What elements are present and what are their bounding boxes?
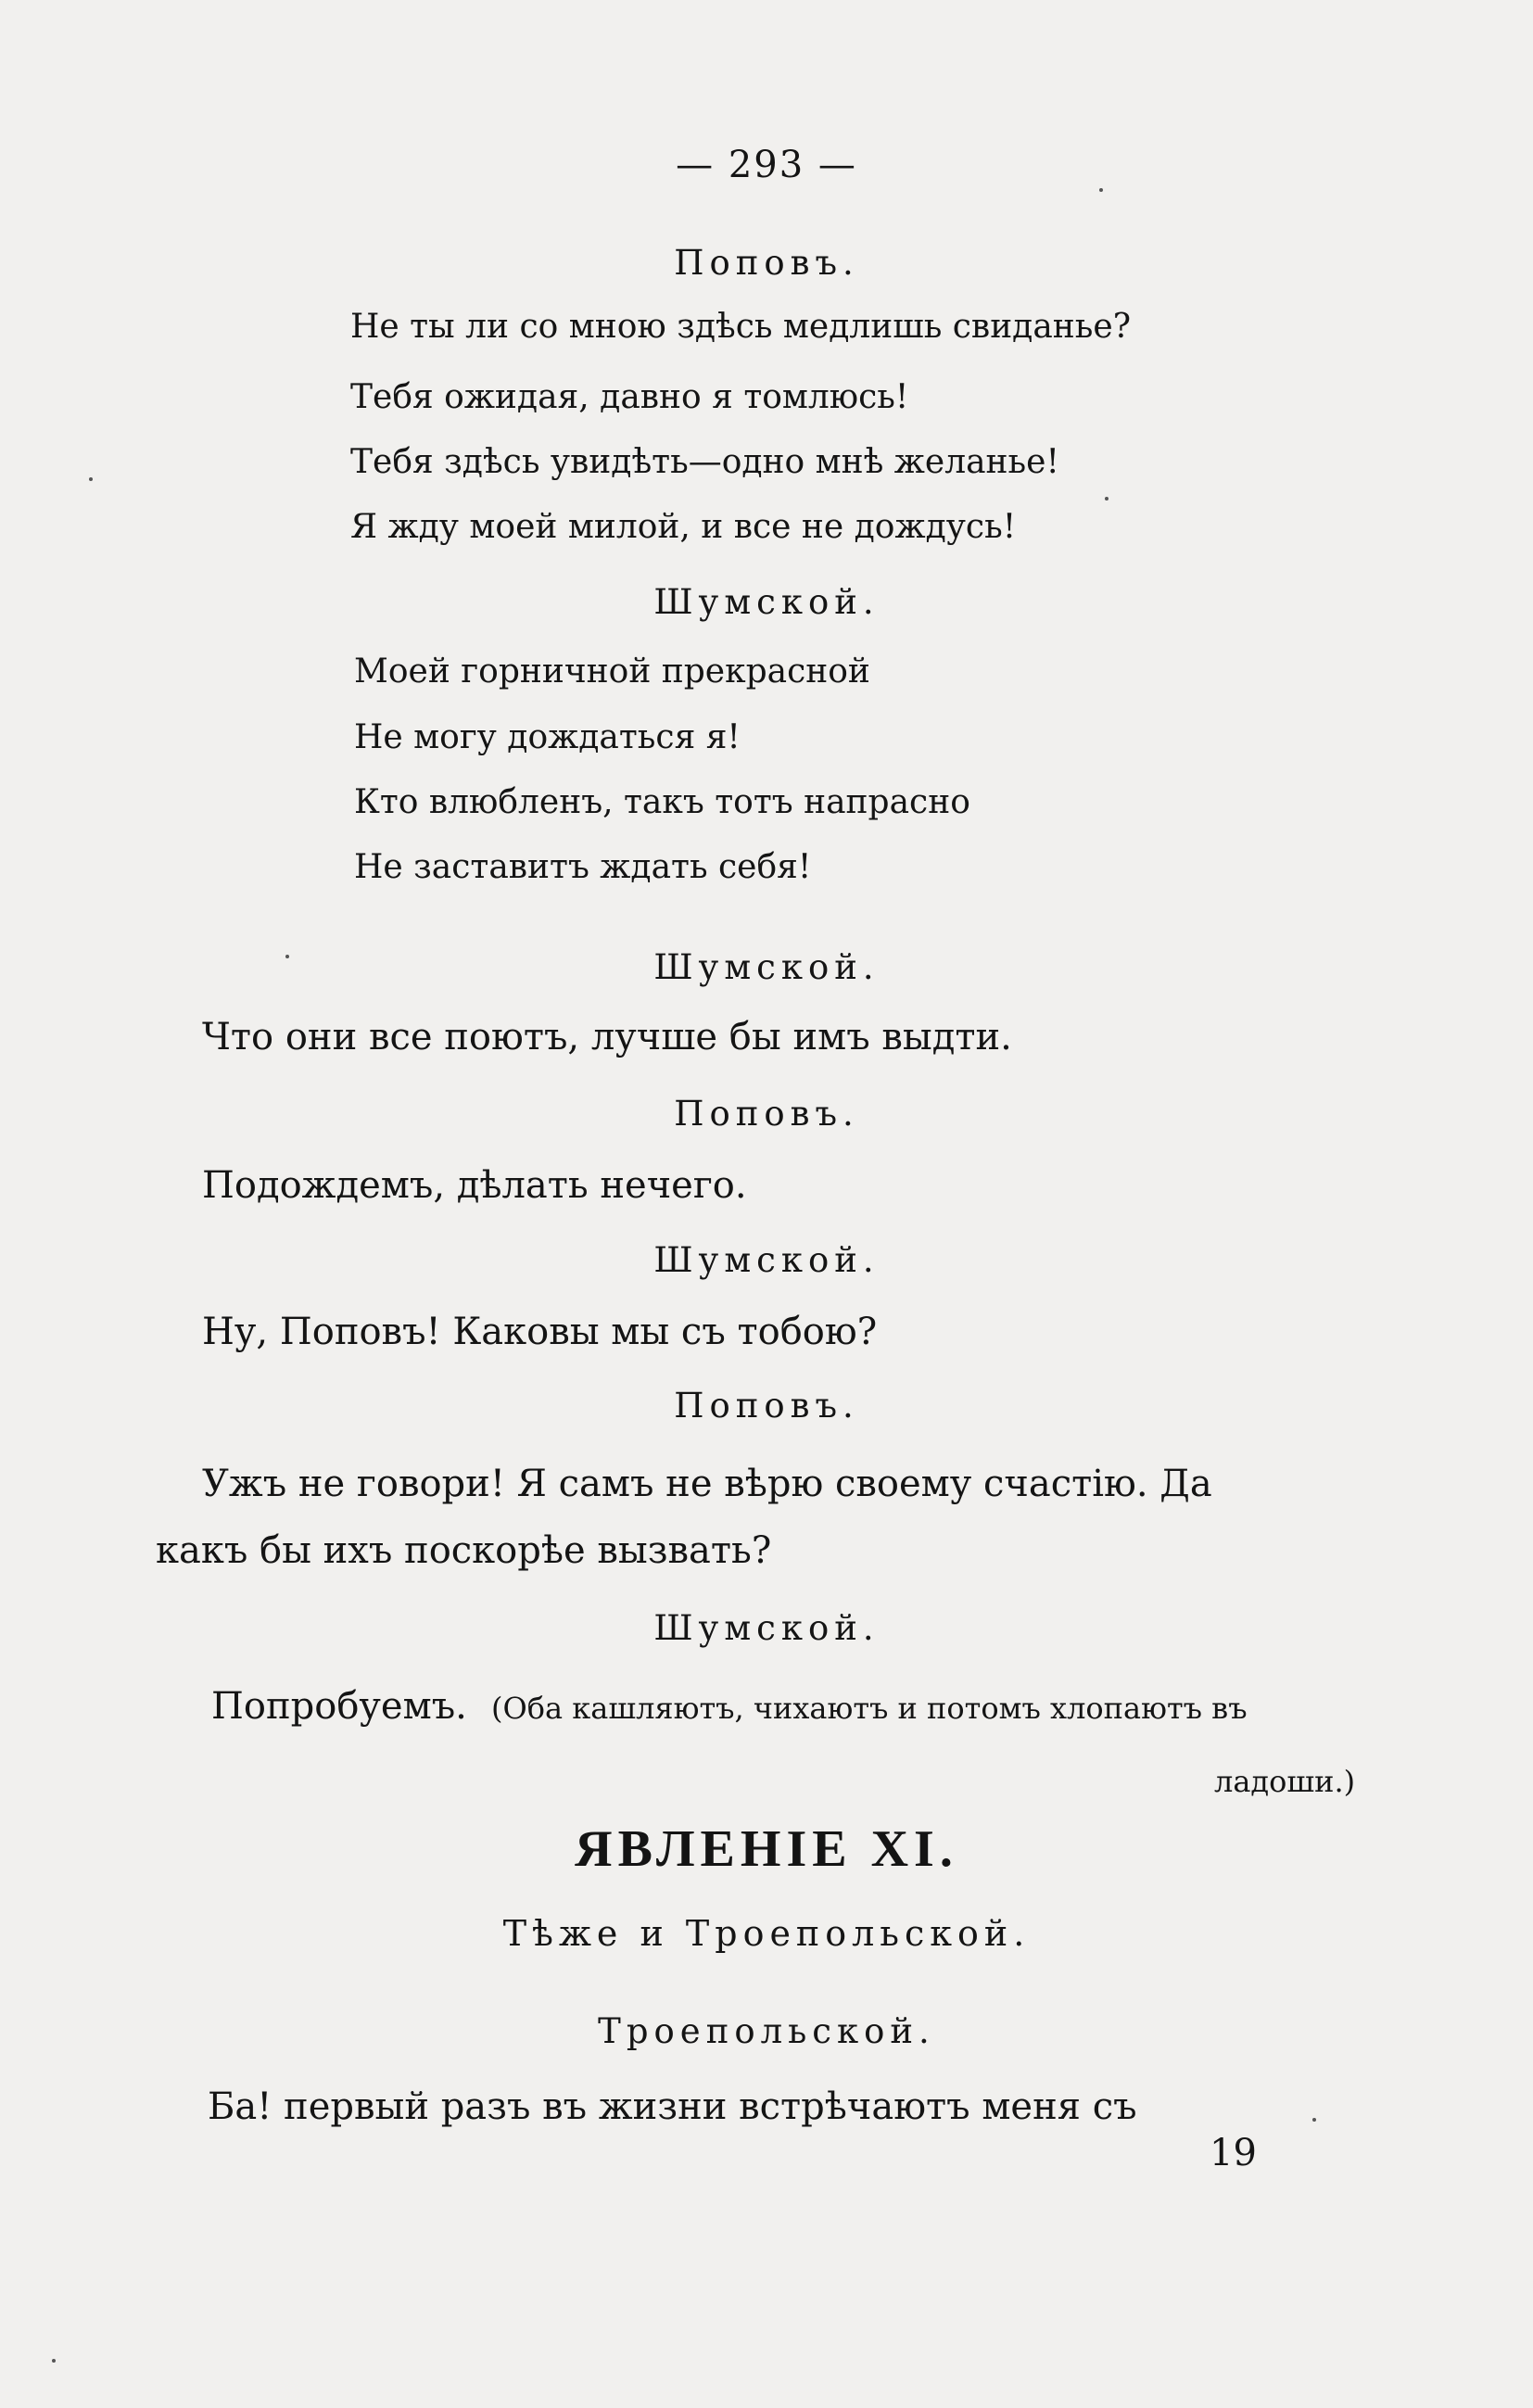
dust-speck xyxy=(89,477,93,481)
verse-line-1: Не ты ли со мною здѣсь медлишь свиданье? xyxy=(350,308,1132,346)
verse-line-5: Моей горничной прекрасной xyxy=(354,653,870,691)
dust-speck xyxy=(1105,497,1109,501)
prose-line-4: Ужъ не говори! Я самъ не вѣрю своему счастію. Да xyxy=(202,1463,1212,1505)
speaker-popov-2: Поповъ. xyxy=(674,1094,859,1134)
dust-speck xyxy=(285,955,289,958)
dust-speck xyxy=(1312,2118,1316,2122)
stage-direction-end: ладоши.) xyxy=(1214,1764,1356,1799)
prose-line-3: Ну, Поповъ! Каковы мы съ тобою? xyxy=(202,1311,878,1353)
verse-line-2: Тебя ожидая, давно я томлюсь! xyxy=(350,378,909,416)
verse-line-4: Я жду моей милой, и все не дождусь! xyxy=(350,508,1017,546)
stage-direction: (Оба кашляютъ, чихаютъ и потомъ хлопаютъ въ xyxy=(491,1691,1248,1726)
prose-line-2: Подождемъ, дѣлать нечего. xyxy=(202,1164,747,1207)
dust-speck xyxy=(52,2359,56,2363)
signature-mark: 19 xyxy=(1210,2132,1257,2174)
speaker-shumskoy-2: Шумской. xyxy=(653,947,880,987)
verse-line-6: Не могу дождаться я! xyxy=(354,718,741,756)
prose-line-7: Ба! первый разъ въ жизни встрѣчаютъ меня съ xyxy=(208,2085,1137,2128)
prose-line-5: какъ бы ихъ поскорѣе вызвать? xyxy=(156,1529,772,1572)
page-number: — 293 — xyxy=(676,144,857,186)
scene-title: ЯВЛЕНІЕ XI. xyxy=(575,1820,958,1878)
verse-line-3: Тебя здѣсь увидѣть—одно мнѣ желанье! xyxy=(350,443,1059,481)
speaker-shumskoy-3: Шумской. xyxy=(653,1240,880,1280)
dust-speck xyxy=(1099,188,1103,192)
speaker-shumskoy-1: Шумской. xyxy=(653,582,880,622)
speaker-popov-1: Поповъ. xyxy=(674,243,859,283)
speaker-shumskoy-4: Шумской. xyxy=(653,1608,880,1648)
scene-subtitle: Тѣже и Троепольской. xyxy=(502,1913,1031,1954)
prose-line-1: Что они все поютъ, лучше бы имъ выдти. xyxy=(202,1016,1012,1058)
verse-line-8: Не заставитъ ждать себя! xyxy=(354,848,812,886)
prose-line-6: Попробуемъ. xyxy=(211,1685,467,1728)
speaker-popov-3: Поповъ. xyxy=(674,1386,859,1426)
speaker-troepolskoy: Троепольской. xyxy=(598,2011,935,2051)
verse-line-7: Кто влюбленъ, такъ тотъ напрасно xyxy=(354,783,970,821)
